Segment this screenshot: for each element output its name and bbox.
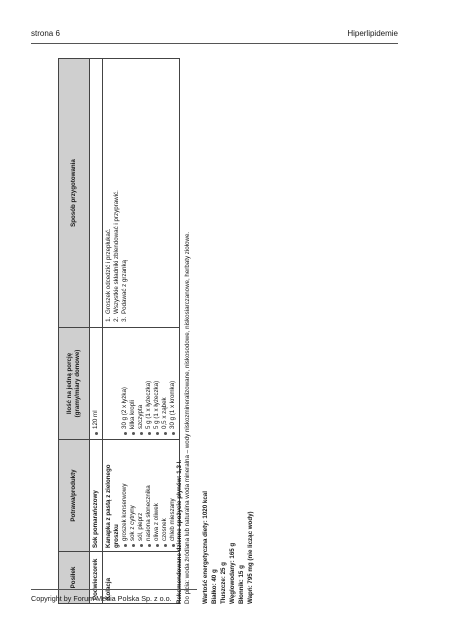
ingredient-item: oliwa z oliwek xyxy=(153,443,161,548)
ingredient-item: sok z cytryny xyxy=(129,443,137,548)
table-row xyxy=(103,59,180,604)
page-header xyxy=(31,27,398,41)
col-header-dish: Potrawa/produkty xyxy=(59,440,90,552)
ingredient-item: sól, pieprz xyxy=(137,443,145,548)
diet-table xyxy=(58,58,180,604)
dish-cell xyxy=(103,440,180,552)
page-number: strona 6 xyxy=(31,29,60,38)
energy-value: Wartość energetyczna diety: 1020 kcal xyxy=(202,491,209,604)
step-item: 3. Podawać z grzanką xyxy=(121,62,129,315)
ingredient-item: czosnek xyxy=(161,443,169,548)
amount-item: 5 g (1 x łyżeczka) xyxy=(153,331,161,436)
landscape-content xyxy=(58,59,258,604)
rotated-content xyxy=(58,59,258,604)
copyright-footer: Copyright by Forum Media Polska Sp. z o.o. xyxy=(31,594,172,603)
carbs-value: Węglowodany: 165 g xyxy=(229,542,236,604)
ingredient-item: groszek konserwowy xyxy=(121,443,129,548)
amount-cell xyxy=(90,328,103,440)
preparation-cell xyxy=(90,59,103,328)
footer-divider xyxy=(31,589,197,590)
amount-item: 120 ml xyxy=(92,331,100,436)
protein-value: Białko: 40 g xyxy=(211,569,218,604)
step-item: 2. Wszystkie składniki zblendować i przyprawić. xyxy=(113,62,121,315)
amount-cell xyxy=(103,328,180,440)
amount-item: kilka kropli xyxy=(129,331,137,436)
amount-item: 30 g (2 x łyżka) xyxy=(121,331,129,436)
meal-cell: Kolacja xyxy=(103,552,180,604)
fiber-value: Błonnik: 15 g xyxy=(238,565,245,604)
fat-value: Tłuszcze: 25 g xyxy=(220,562,227,604)
ingredient-item: nasiona słonecznika xyxy=(145,443,153,548)
header-divider xyxy=(31,43,398,44)
table-header-row xyxy=(59,59,90,604)
dish-name: Kanapka z pastą z zielonego groszku xyxy=(105,464,120,548)
diet-notes xyxy=(176,59,255,604)
step-item: 1. Groszek odcedzić i przepłukać. xyxy=(105,62,113,315)
col-header-amount: Ilość na jedną porcję (gramy/miary domowe) xyxy=(59,328,90,440)
col-header-preparation: Sposób przygotowania xyxy=(59,59,90,328)
amount-item: 0,5 x ząbek xyxy=(161,331,169,436)
calcium-value: Wapń: 795 mg (nie licząc wody) xyxy=(247,511,254,604)
amount-item: 5 g (1 x łyżeczka) xyxy=(145,331,153,436)
dish-cell: Sok pomarańczowy xyxy=(90,440,103,552)
amount-item: 30 g (1 x kromka) xyxy=(169,331,177,436)
fluid-recommendation: Rekomendowane dzienne spożycie płynów: 1,3 l. xyxy=(176,459,183,604)
col-header-meal: Posiłek xyxy=(59,552,90,604)
meal-cell: Podwieczorek xyxy=(90,552,103,604)
amount-item: szczypta xyxy=(137,331,145,436)
section-title: Hiperlipidemie xyxy=(347,29,398,38)
table-row xyxy=(90,59,103,604)
preparation-cell xyxy=(103,59,180,328)
nutrition-summary xyxy=(201,59,255,604)
ingredient-item: chleb mieszany xyxy=(169,443,177,548)
drinking-advice: Do picia: woda źródlana lub naturalna woda mineralna – wody niskozmineralizowane, niskosodowe, niskosiarczanowe, herbaty ziołowe. xyxy=(184,231,191,604)
